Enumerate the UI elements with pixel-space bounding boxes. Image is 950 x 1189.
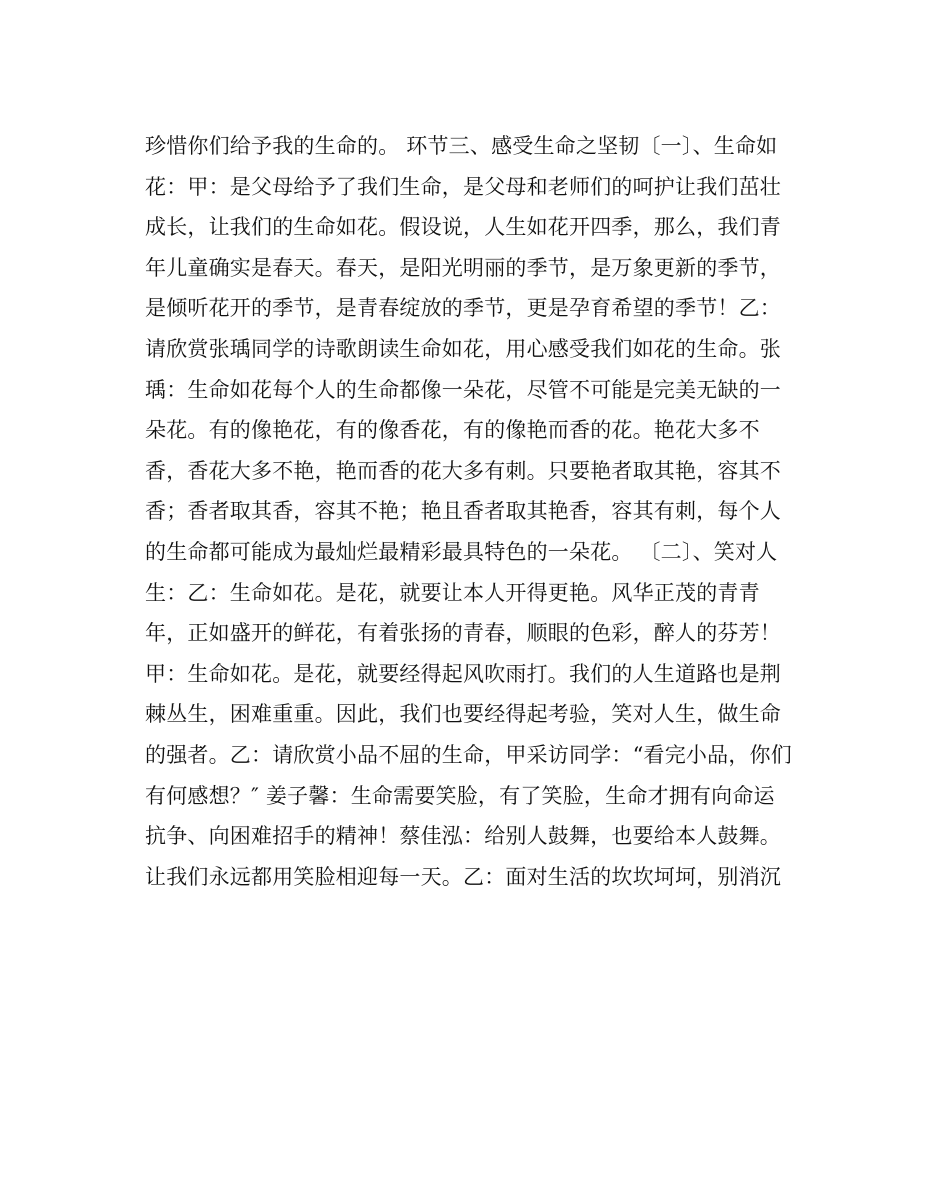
text-line: 有何感想？″ 姜子馨：生命需要笑脸，有了笑脸，生命才拥有向命运: [145, 783, 775, 808]
text-line: 珍惜你们给予我的生命的。 环节三、感受生命之坚韧〔一〕、生命如: [145, 134, 778, 158]
text-line: 生：乙：生命如花。是花，就要让本人开得更艳。风华正茂的青青: [145, 580, 760, 605]
text-line: 让我们永远都用笑脸相迎每一天。乙：面对生活的坎坎坷坷，别消沉: [145, 864, 781, 889]
text-line: 的强者。乙：请欣赏小品不屈的生命，甲采访同学：“看完小品，你们: [145, 742, 792, 767]
text-line: 成长，让我们的生命如花。假设说，人生如花开四季，那么，我们青: [145, 215, 781, 240]
text-line: 香，香花大多不艳，艳而香的花大多有刺。只要艳者取其艳，容其不: [145, 458, 781, 483]
text-line: 香；香者取其香，容其不艳；艳且香者取其艳香，容其有刺，每个人: [145, 499, 781, 524]
text-line: 瑀：生命如花每个人的生命都像一朵花，尽管不可能是完美无缺的一: [145, 377, 781, 402]
body-text: [145, 126, 825, 897]
text-line: 年，正如盛开的鲜花，有着张扬的青春，顺眼的色彩，醉人的芬芳！: [145, 621, 781, 646]
text-line: 请欣赏张瑀同学的诗歌朗读生命如花，用心感受我们如花的生命。张: [145, 336, 781, 361]
text-line: 甲：生命如花。是花，就要经得起风吹雨打。我们的人生道路也是荆: [145, 661, 781, 686]
text-line: 朵花。有的像艳花，有的像香花，有的像艳而香的花。艳花大多不: [145, 418, 760, 443]
text-line: 棘丛生，困难重重。因此，我们也要经得起考验，笑对人生，做生命: [145, 702, 781, 727]
text-line: 年儿童确实是春天。春天，是阳光明丽的季节，是万象更新的季节，: [145, 255, 781, 280]
text-line: 是倾听花开的季节，是青春绽放的季节，更是孕育希望的季节！乙：: [145, 296, 781, 321]
text-line: 抗争、向困难招手的精神！蔡佳泓：给别人鼓舞，也要给本人鼓舞。: [145, 824, 781, 849]
text-line: 花：甲：是父母给予了我们生命，是父母和老师们的呵护让我们茁壮: [145, 174, 781, 199]
text-line: 的生命都可能成为最灿烂最精彩最具特色的一朵花。 〔二〕、笑对人: [145, 539, 778, 564]
